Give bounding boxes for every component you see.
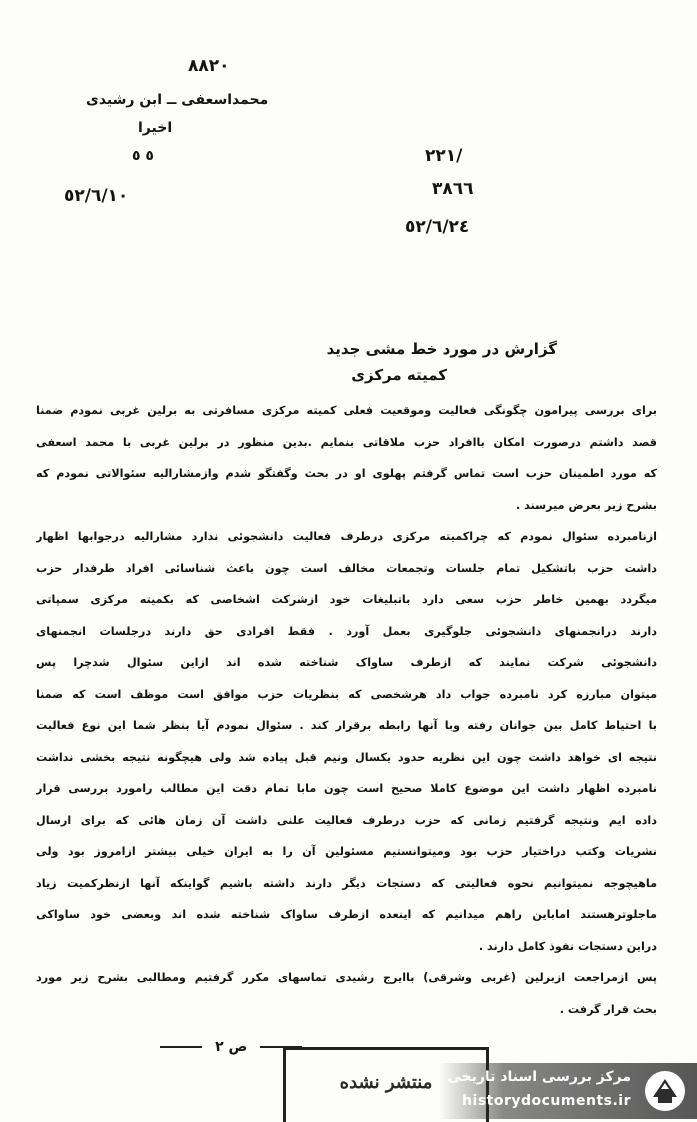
reference-number-2: ٣٨٦٦ [432, 179, 474, 199]
report-subtitle: کمیته مرکزی [351, 366, 447, 384]
watermark-url: historydocuments.ir [462, 1093, 631, 1109]
date-right: ٥٢/٦/٢٤ [405, 217, 470, 237]
body-line: نتیجه ای خواهد داشت چون این نظریه حدود یکسال ونیم قبل پیاده شد ولی هیچگونه نتیجه بخشی نداشت [36, 750, 657, 764]
report-body [36, 395, 657, 1025]
body-line: نامبرده اظهار داشت این موضوع کاملا صحیح است چون مابا تمام دقت این مطالب رامورد بررسی قرار [36, 782, 657, 795]
body-line: بحث قرار گرفت . [559, 1002, 657, 1016]
archive-logo-icon [643, 1069, 687, 1113]
body-line: میگردد بهمین خاطر حزب سعی دارد باتبلیغات خود ازشرکت اشخاصی که بکمیته مرکزی سمپاتی [36, 593, 657, 606]
watermark-title: مرکز بررسی اسناد تاریخی [447, 1069, 631, 1085]
body-line: قصد داشتم درصورت امکان باافراد حزب ملاقاتی بنمایم .بدین منظور در برلین غربی با محمد اسعفی [36, 435, 657, 449]
body-line: ماجلوترهستند اماباین راهم میدانیم که اینعده ازطرف ساواک شناخته شده اند وبعضی خود ساواکی [36, 908, 657, 921]
body-line: میتوان مبارزه کرد نامبرده جواب داد هرشخصی که بنظریات حزب موافق است موظف است که ضمنا [36, 687, 657, 701]
body-line: برای بررسی پیرامون چگونگی فعالیت وموقعیت فعلی کمیته مرکزی مسافرتی به برلین غربی نمودم ضمنا [36, 404, 657, 417]
page-number: ص ٢ [215, 1039, 248, 1055]
archive-watermark [439, 1063, 697, 1119]
document-number: ٨٨٢٠ [188, 56, 230, 76]
report-title: گزارش در مورد خط مشی جدید [326, 340, 557, 358]
reference-number: ٢٢١/ [425, 146, 463, 166]
body-line: داشت حزب باتشکیل تمام جلسات وتجمعات مخالف است چون باعث شناسائی افراد طرفدار حزب [36, 561, 657, 575]
body-line: بشرح زیر بعرض میرسند . [515, 498, 657, 512]
dash-left [160, 1046, 202, 1048]
body-line: دانشجوئی شرکت نمایند که ازطرف ساواک شناخته شده اند ازاین سئوال شدچرا پس [36, 656, 657, 669]
body-line: دراین دستجات نفوذ کامل دارند . [478, 939, 657, 953]
stamp-text: منتشر نشده [339, 1072, 433, 1093]
body-line: پس ازمراجعت ازبرلین (غربی وشرقی) باایرج رشیدی تماسهای مکرر گرفتیم ومطالبی بشرح زیر مورد [36, 971, 657, 984]
body-line: داده ایم ونتیجه گرفتیم زمانی که حزب درطرف فعالیت علنی داشت آن زمان هائی که برای ارسال [36, 813, 657, 827]
page-number-row [160, 1036, 302, 1055]
body-line: نشریات وکتب دراختیار حزب بود ومیتوانستیم مسئولین آن را به ایران خیلی بیشتر ازامروز بود ولی [36, 845, 657, 858]
date-left: ٥٢/٦/١٠ [64, 186, 129, 206]
status-line: اخیرا [138, 120, 173, 136]
body-line: ماهیچوجه نمیتوانیم نحوه فعالیتی که دستجات دیگر دارند داشته باشیم گواینکه آنها ازنظرکمیت زیاد [36, 876, 657, 890]
body-line: دارند درانجمنهای دانشجوئی جلوگیری بعمل آورد . فقط افرادی حق دارند درجلسات انجمنهای [36, 624, 657, 638]
subject-name-line: محمداسعفی ــ ابن رشیدی [86, 92, 269, 108]
header-marks: ٥ ٥ [132, 148, 154, 164]
body-line: ازنامبرده سئوال نمودم که چراکمیته مرکزی درطرف فعالیت دانشجوئی ندارد مشارالیه درجوابها اظهار [36, 530, 657, 543]
body-line: با احتیاط کامل بین جوانان رفته وبا آنها رابطه برقرار کند . سئوال نمودم آیا بنظر شما این نوع فعالیت [36, 719, 657, 732]
body-line: که مورد اطمینان حزب است تماس گرفتم پهلوی او در بحث وگفتگو شدم وازمشارالیه سئوالاتی نمودم که [36, 467, 657, 480]
